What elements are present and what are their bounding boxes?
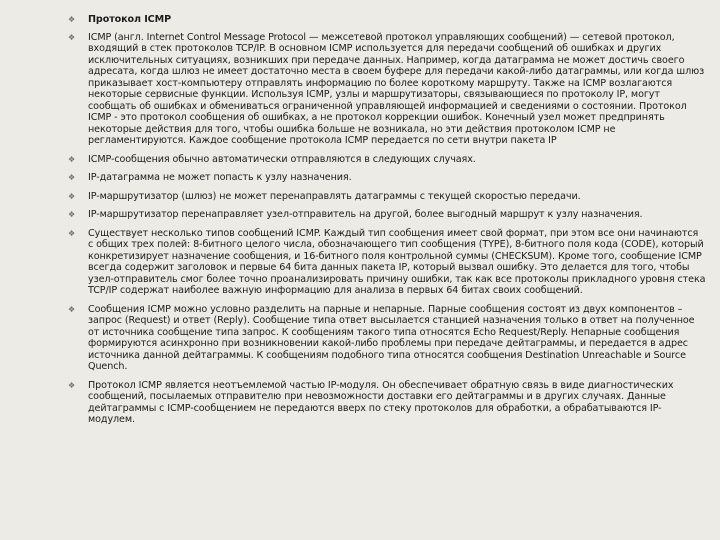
- diamond-bullet-icon: ❖: [68, 191, 76, 201]
- list-item: [68, 209, 706, 221]
- diamond-bullet-icon: ❖: [68, 15, 76, 24]
- paragraph-text: ICMP-сообщения обычно автоматически отправляются в следующих случаях.: [88, 153, 476, 165]
- diamond-bullet-icon: ❖: [68, 380, 76, 390]
- diamond-bullet-icon: ❖: [68, 32, 76, 42]
- diamond-bullet-icon: ❖: [68, 210, 76, 219]
- list-item: [68, 190, 706, 203]
- paragraph-text: IP-маршрутизатор (шлюз) не может перенаправлять датаграммы с текущей скоростью передачи.: [88, 190, 581, 202]
- slide-title: Протокол ICMP: [88, 14, 171, 25]
- diamond-bullet-icon: ❖: [68, 154, 76, 164]
- diamond-bullet-icon: ❖: [68, 228, 76, 238]
- list-item: [68, 379, 706, 426]
- paragraph-text: IP-датаграмма не может попасть к узлу назначения.: [88, 172, 352, 183]
- paragraph-text: Протокол ICMP является неотъемлемой частью IP-модуля. Он обеспечивает обратную связь в виде диагностических сообщений, посылаемых отправителю при невозможности доставки его дейтаграммы и в других случаях. Данные дейтаграммы с ICMP-сообщением не передаются вверх по стеку протоколов для обработки, а обрабатываются IP-модулем.: [88, 379, 674, 425]
- list-item: [68, 31, 706, 147]
- bullet-list: [68, 14, 706, 426]
- paragraph-text: Сообщения ICMP можно условно разделить на парные и непарные. Парные сообщения состоят из двух компонентов – запрос (Request) и ответ (Reply). Сообщение типа ответ высылается станцией назначения только в ответ на полученное от источника сообщение типа запрос. К сообщениям такого типа относятся Echo Request/Reply. Непарные сообщения формируются асинхронно при возникновении какой-либо проблемы при передаче дейтаграммы, и передается в адрес источника данной дейтаграммы. К сообщениям подобного типа относятся сообщения Destination Unreachable и Source Quench.: [88, 303, 695, 372]
- diamond-bullet-icon: ❖: [68, 173, 76, 182]
- paragraph-text: Существует несколько типов сообщений ICMP. Каждый тип сообщения имеет свой формат, при этом все они начинаются с общих трех полей: 8-битного целого числа, обозначающего тип сообщения (TYPE), 8-битного поля кода (CODE), который конкретизирует назначение сообщения, и 16-битного поля контрольной суммы (CHECKSUM). Кроме того, сообщение ICMP всегда содержит заголовок и первые 64 бита данных пакета IP, который вызвал ошибку. Это делается для того, чтобы узел-отправитель смог более точно проанализировать причину ошибки, так как все протоколы прикладного уровня стека TCP/IP содержат наиболее важную информацию для анализа в первых 64 битах своих сообщений.: [88, 227, 706, 296]
- list-item: [68, 172, 706, 184]
- list-item-title: [68, 14, 706, 26]
- list-item: [68, 227, 706, 297]
- list-item: [68, 303, 706, 373]
- paragraph-text: IP-маршрутизатор перенаправляет узел-отправитель на другой, более выгодный маршрут к узлу назначения.: [88, 209, 643, 220]
- paragraph-text: ICMP (англ. Internet Control Message Protocol — межсетевой протокол управляющих сообщений) — сетевой протокол, входящий в стек протоколов TCP/IP. В основном ICMP используется для передачи сообщений об ошибках и других исключительных ситуациях, возникших при передаче данных. Например, когда датаграмма не может достичь своего адресата, когда шлюз не имеет достаточно места в своем буфере для передачи какой-либо датаграммы, или когда шлюз приказывает хост-компьютеру отправлять информацию по более короткому маршруту. Также на ICMP возлагаются некоторые сервисные функции. Используя ICMP, узлы и маршрутизаторы, связывающиеся по протоколу IP, могут сообщать об ошибках и обмениваться ограниченной управляющей информацией и сведениями о состоянии. Протокол ICMP - это протокол сообщения об ошибках, а не протокол коррекции ошибок. Конечный узел может предпринять некоторые действия для того, чтобы ошибка больше не возникала, но эти действия протоколом ICMP не регламентируются. Каждое сообщение протокола ICMP передается по сети внутри пакета IP: [88, 31, 705, 146]
- diamond-bullet-icon: ❖: [68, 304, 76, 314]
- list-item: [68, 153, 706, 166]
